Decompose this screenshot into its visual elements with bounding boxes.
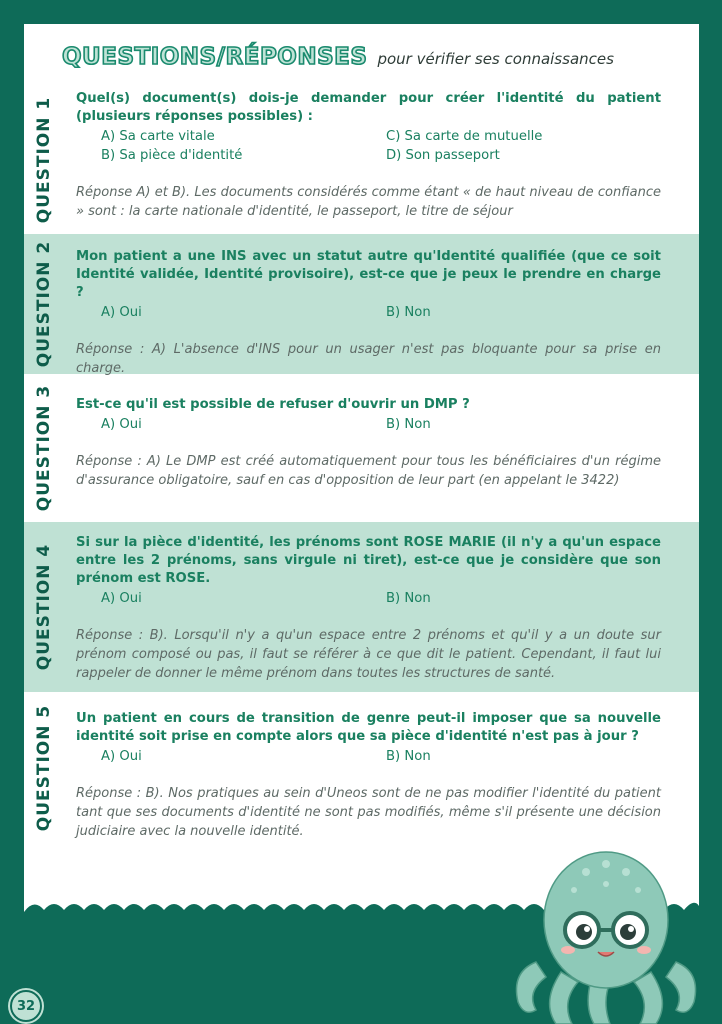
page-title: QUESTIONS/RÉPONSES [62, 44, 368, 70]
question-2-label: QUESTION 2 [34, 240, 54, 368]
question-5-body [76, 710, 661, 841]
question-4-option-b[interactable]: B) Non [386, 591, 431, 606]
question-1-option-d[interactable]: D) Son passeport [386, 148, 500, 163]
page-card [24, 24, 699, 924]
question-1-answer: Réponse A) et B). Les documents considérés comme étant « de haut niveau de confiance » sont : la carte nationale d'identité, le passeport, le titre de séjour [76, 185, 661, 219]
question-1-option-c[interactable]: C) Sa carte de mutuelle [386, 129, 543, 144]
question-3-body [76, 396, 661, 490]
question-4-options [76, 589, 661, 608]
question-2-options [76, 303, 661, 322]
question-3-text: Est-ce qu'il est possible de refuser d'ouvrir un DMP ? [76, 397, 470, 412]
question-3-option-a[interactable]: A) Oui [101, 417, 142, 432]
question-5-options [76, 747, 661, 766]
question-2-body [76, 248, 661, 378]
octopus-mascot-icon [506, 842, 706, 1024]
question-1-options [76, 127, 661, 165]
question-1-section [24, 86, 699, 234]
question-3-option-b[interactable]: B) Non [386, 417, 431, 432]
question-1-body [76, 90, 661, 221]
question-5-option-a[interactable]: A) Oui [101, 749, 142, 764]
question-4-body [76, 534, 661, 683]
question-4-label: QUESTION 4 [34, 543, 54, 671]
question-2-option-a[interactable]: A) Oui [101, 305, 142, 320]
header [62, 44, 614, 70]
page-subtitle: pour vérifier ses connaissances [377, 50, 614, 68]
question-2-answer: Réponse : A) L'absence d'INS pour un usager n'est pas bloquante pour sa prise en charge. [76, 342, 661, 376]
question-1-text: Quel(s) document(s) dois-je demander pour créer l'identité du patient (plusieurs réponses possibles) : [76, 91, 661, 124]
question-4-text: Si sur la pièce d'identité, les prénoms sont ROSE MARIE (il n'y a qu'un espace entre les 2 prénoms, sans virgule ni tiret), est-ce que je considère que son prénom est ROSE. [76, 535, 661, 586]
question-5-text: Un patient en cours de transition de genre peut-il imposer que sa nouvelle identité soit prise en compte alors que sa pièce d'identité n'est pas à jour ? [76, 711, 661, 744]
question-1-label: QUESTION 1 [34, 96, 54, 224]
question-5-section [24, 692, 699, 844]
question-3-options [76, 415, 661, 434]
question-3-answer: Réponse : A) Le DMP est créé automatiquement pour tous les bénéficiaires d'un régime d'assurance obligatoire, sauf en cas d'opposition de leur part (en appelant le 3422) [76, 454, 661, 488]
question-4-option-a[interactable]: A) Oui [101, 591, 142, 606]
question-5-answer: Réponse : B). Nos pratiques au sein d'Uneos sont de ne pas modifier l'identité du patient tant que ses documents d'identité ne sont pas modifiés, même s'il présente une décision judiciaire avec la nouvelle identité. [76, 786, 661, 839]
question-3-label: QUESTION 3 [34, 384, 54, 512]
question-2-text: Mon patient a une INS avec un statut autre qu'Identité qualifiée (que ce soit Identité validée, Identité provisoire), est-ce que je peux le prendre en charge ? [76, 249, 661, 300]
question-2-option-b[interactable]: B) Non [386, 305, 431, 320]
question-5-option-b[interactable]: B) Non [386, 749, 431, 764]
page-number-badge: 32 [10, 990, 42, 1022]
question-1-option-b[interactable]: B) Sa pièce d'identité [101, 148, 243, 163]
question-5-label: QUESTION 5 [34, 704, 54, 832]
question-3-section [24, 374, 699, 522]
question-4-answer: Réponse : B). Lorsqu'il n'y a qu'un espace entre 2 prénoms et qu'il y a un doute sur prénom composé ou pas, il faut se référer à ce que dit le patient. Cependant, il faut lui rappeler de donner le même prénom dans toutes les structures de santé. [76, 628, 661, 681]
question-2-section [24, 234, 699, 374]
question-4-section [24, 522, 699, 692]
question-1-option-a[interactable]: A) Sa carte vitale [101, 129, 215, 144]
